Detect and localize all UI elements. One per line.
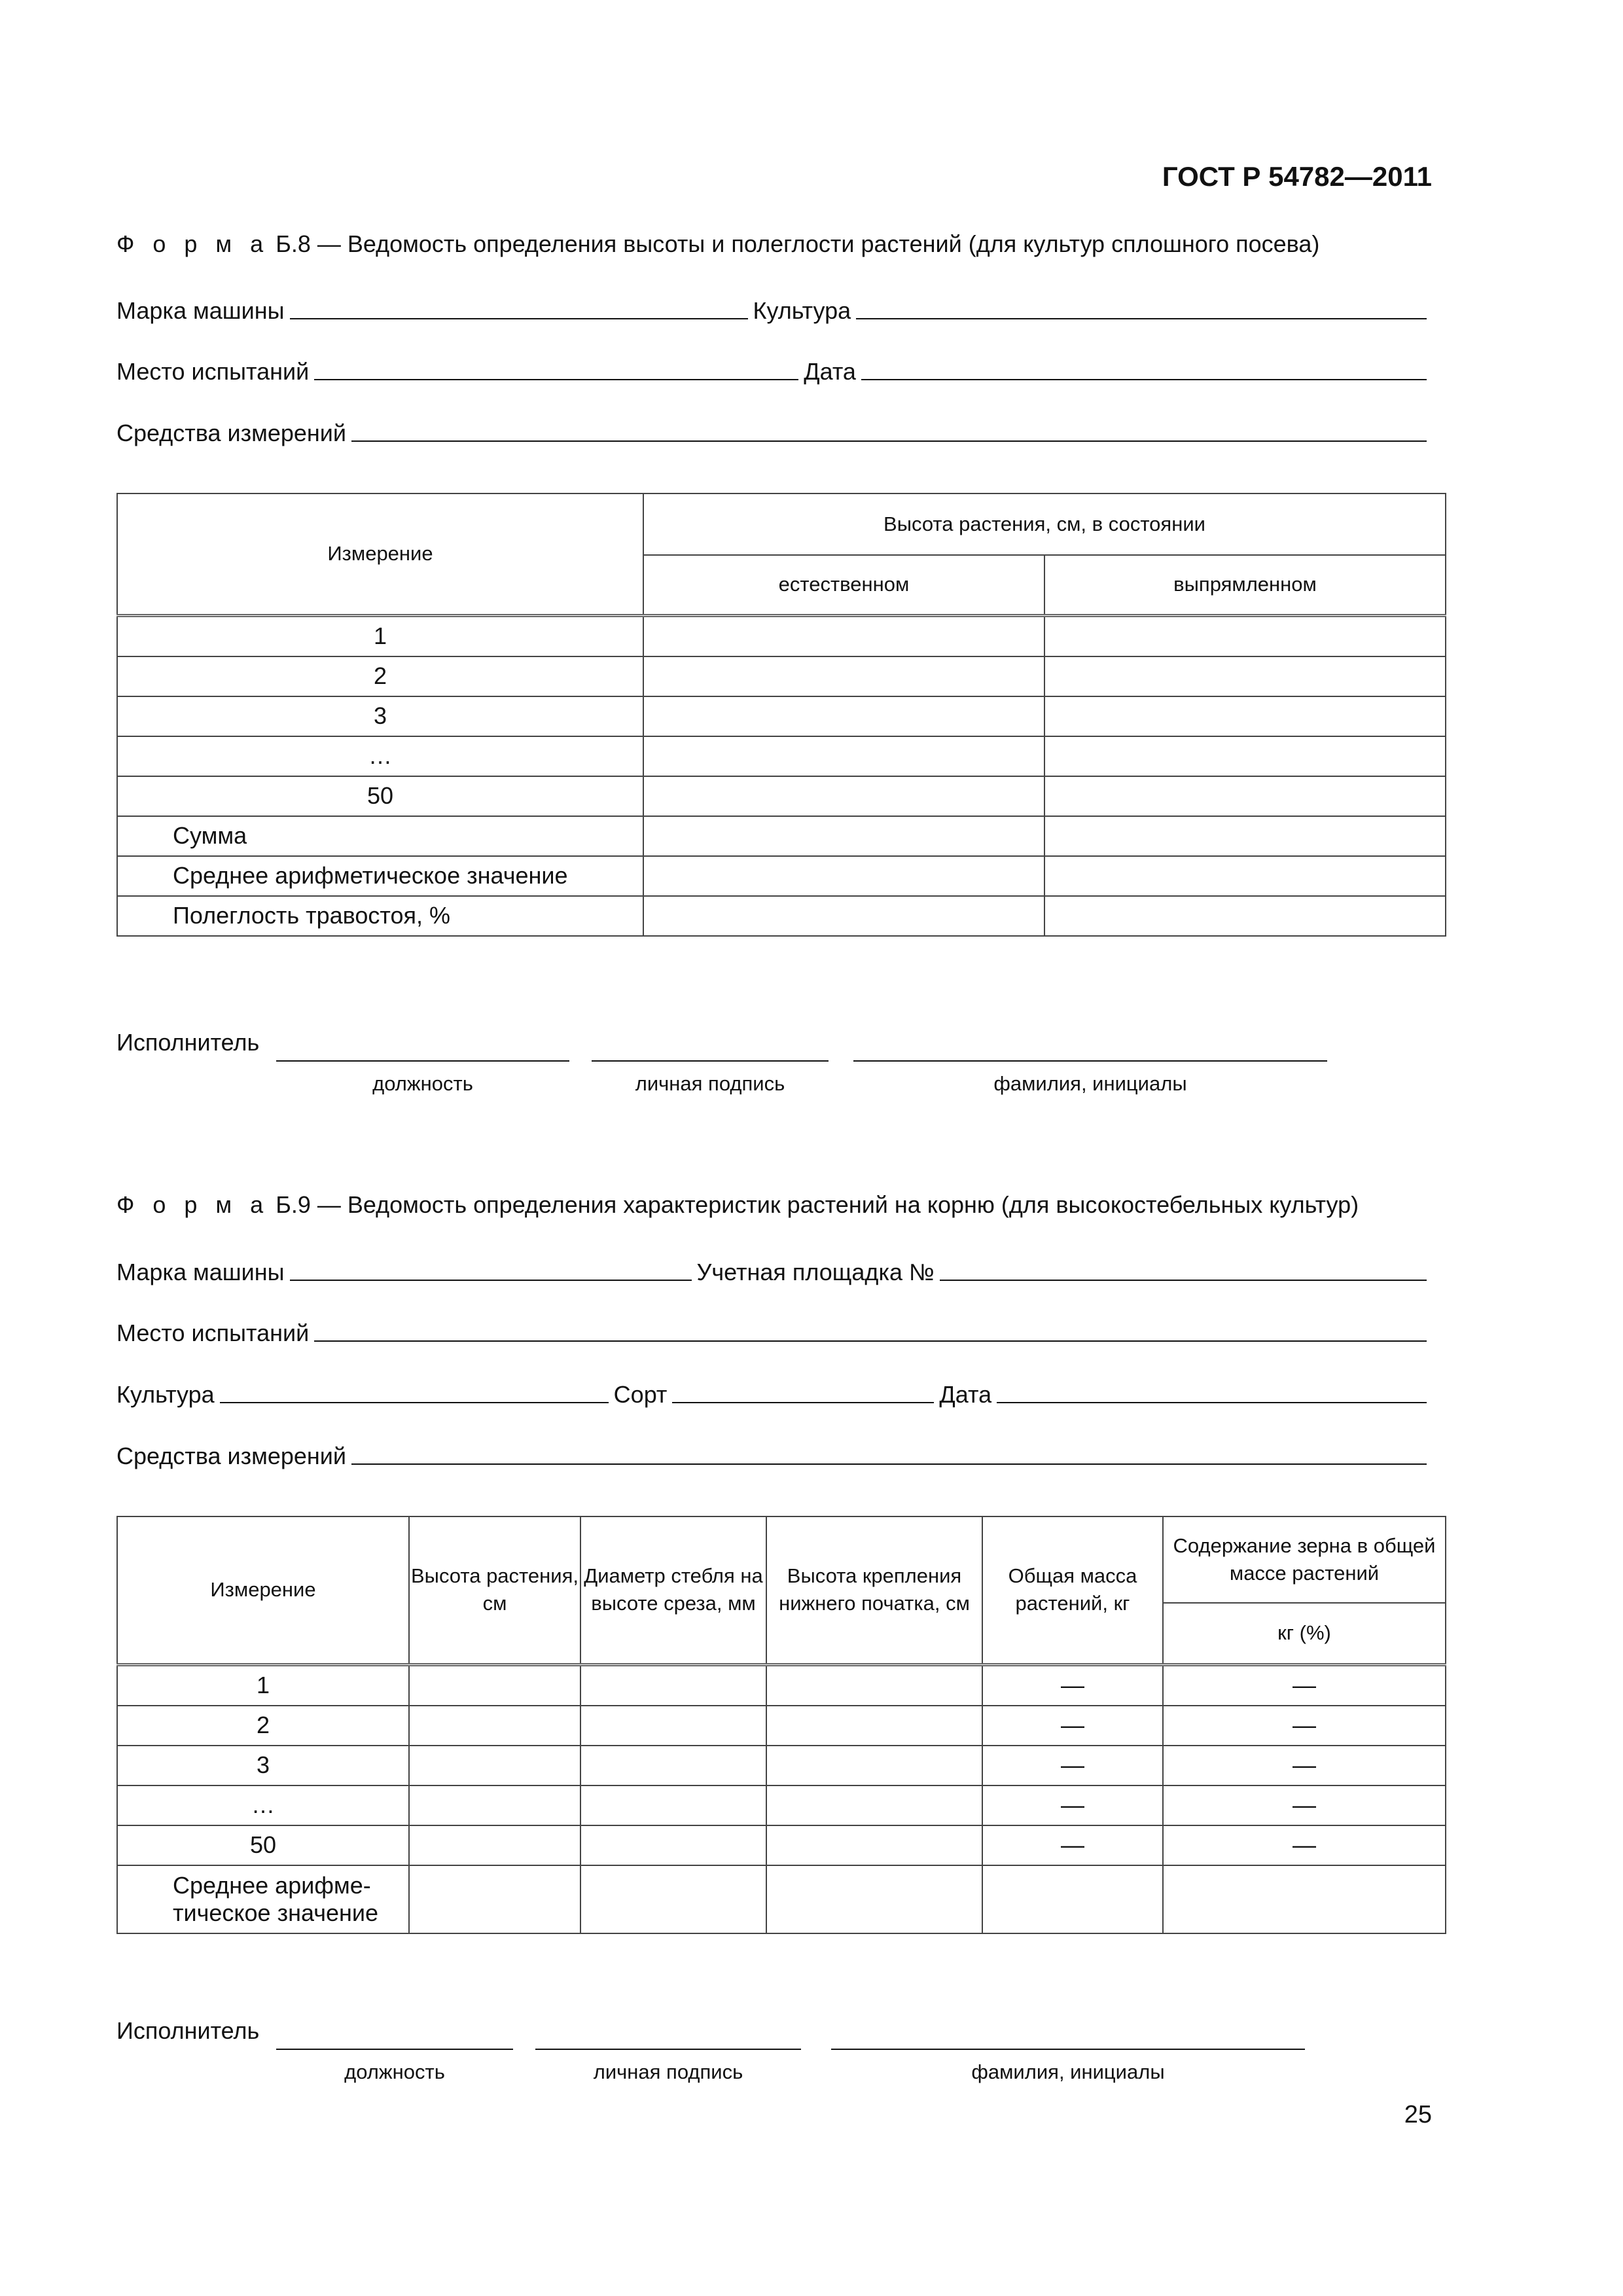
- crop-label: Культура: [753, 297, 851, 324]
- table-cell[interactable]: [1163, 1865, 1446, 1933]
- table-cell[interactable]: [766, 1664, 982, 1706]
- dash-cell: —: [982, 1746, 1163, 1785]
- form-b8-title: [116, 230, 1319, 258]
- table-row: [117, 696, 1446, 736]
- table-cell[interactable]: [1044, 656, 1446, 696]
- signature-caption: личная подпись: [593, 2060, 743, 2083]
- table-cell[interactable]: [766, 1785, 982, 1825]
- dash-cell: —: [982, 1825, 1163, 1865]
- form-b8-signature: [116, 1029, 1432, 1101]
- table-cell[interactable]: [1044, 896, 1446, 936]
- table-cell[interactable]: [409, 1825, 580, 1865]
- dash-cell: —: [1163, 1664, 1446, 1706]
- col-measure-header: Измерение: [117, 1516, 409, 1664]
- form-b8-title-text: Б.8 — Ведомость определения высоты и полеглости растений (для культур сплошного посева): [276, 230, 1320, 257]
- table-cell[interactable]: [409, 1664, 580, 1706]
- table-cell[interactable]: [409, 1785, 580, 1825]
- table-cell[interactable]: [982, 1865, 1163, 1933]
- table-cell[interactable]: [766, 1706, 982, 1746]
- form-b9-title: [116, 1191, 1359, 1219]
- col-height-group-header: Высота растения, см, в состоянии: [643, 493, 1446, 555]
- table-row: [117, 856, 1446, 896]
- table-row: [117, 1746, 1446, 1785]
- machine-label: Марка машины: [116, 297, 285, 324]
- table-cell[interactable]: [643, 615, 1044, 656]
- col-measure-header: Измерение: [117, 493, 643, 615]
- table-row: [117, 896, 1446, 936]
- table-row: [117, 1785, 1446, 1825]
- date-input-line[interactable]: [861, 379, 1427, 380]
- name-input-line[interactable]: [831, 2049, 1305, 2050]
- table-cell[interactable]: [766, 1746, 982, 1785]
- place-input-line[interactable]: [314, 379, 798, 380]
- instruments-label: Средства измерений: [116, 1443, 347, 1469]
- variety-input-line[interactable]: [672, 1402, 934, 1403]
- form-b9-title-text: Б.9 — Ведомость определения характеристик растений на корню (для высокостебельных культур): [276, 1191, 1359, 1218]
- col-diameter-header: Диаметр стебля на высоте среза, мм: [580, 1516, 766, 1664]
- place-input-line[interactable]: [314, 1340, 1427, 1342]
- place-label: Место испытаний: [116, 1319, 310, 1346]
- dash-cell: —: [1163, 1706, 1446, 1746]
- form-b8-row-instruments: [116, 413, 1432, 447]
- form-b8-table: [116, 493, 1446, 937]
- form-b8-row-place-date: [116, 351, 1432, 386]
- dash-cell: —: [1163, 1746, 1446, 1785]
- row-label: 2: [117, 1706, 409, 1746]
- table-cell[interactable]: [643, 856, 1044, 896]
- date-input-line[interactable]: [997, 1402, 1427, 1403]
- table-row: [117, 816, 1446, 856]
- table-cell[interactable]: [1044, 776, 1446, 816]
- table-cell[interactable]: [409, 1746, 580, 1785]
- table-cell[interactable]: [1044, 615, 1446, 656]
- dash-cell: —: [982, 1664, 1163, 1706]
- row-label: 50: [117, 776, 643, 816]
- col-straight-header: выпрямленном: [1044, 555, 1446, 615]
- plot-input-line[interactable]: [940, 1280, 1427, 1281]
- col-grain-unit-header: кг (%): [1163, 1603, 1446, 1664]
- signature-caption: личная подпись: [635, 1072, 785, 1095]
- form-b9-row-machine-plot: [116, 1252, 1432, 1286]
- form-b8-prefix: Ф о р м а: [116, 230, 270, 257]
- table-cell[interactable]: [766, 1865, 982, 1933]
- document-code: ГОСТ Р 54782—2011: [1162, 161, 1432, 192]
- table-cell[interactable]: [643, 896, 1044, 936]
- variety-label: Сорт: [613, 1381, 668, 1408]
- table-cell[interactable]: [643, 816, 1044, 856]
- signature-input-line[interactable]: [592, 1060, 829, 1062]
- position-input-line[interactable]: [276, 2049, 513, 2050]
- position-caption: должность: [372, 1072, 473, 1095]
- table-row: [117, 736, 1446, 776]
- table-cell[interactable]: [409, 1706, 580, 1746]
- signature-input-line[interactable]: [535, 2049, 801, 2050]
- machine-label: Марка машины: [116, 1259, 285, 1285]
- crop-label: Культура: [116, 1381, 215, 1408]
- executor-label: Исполнитель: [116, 2017, 260, 2044]
- col-height-header: Высота растения, см: [409, 1516, 580, 1664]
- col-grain-header: Содержание зерна в общей массе растений: [1163, 1516, 1446, 1603]
- table-cell[interactable]: [580, 1706, 766, 1746]
- row-label-lodging: Полеглость травостоя, %: [117, 896, 643, 936]
- table-cell[interactable]: [643, 736, 1044, 776]
- crop-input-line[interactable]: [220, 1402, 609, 1403]
- plot-label: Учетная площадка №: [696, 1259, 935, 1285]
- table-row: [117, 776, 1446, 816]
- form-b9-prefix: Ф о р м а: [116, 1191, 270, 1218]
- table-cell[interactable]: [580, 1785, 766, 1825]
- col-mass-header: Общая масса растений, кг: [982, 1516, 1163, 1664]
- table-cell[interactable]: [1044, 696, 1446, 736]
- table-cell[interactable]: [580, 1746, 766, 1785]
- row-label: 1: [117, 1664, 409, 1706]
- table-row: [117, 1664, 1446, 1706]
- machine-input-line[interactable]: [290, 318, 748, 319]
- table-cell[interactable]: [1044, 816, 1446, 856]
- machine-input-line[interactable]: [290, 1280, 692, 1281]
- table-row: [117, 1706, 1446, 1746]
- instruments-input-line[interactable]: [351, 440, 1427, 442]
- page-number: 25: [1404, 2101, 1432, 2128]
- date-label: Дата: [939, 1381, 992, 1408]
- form-b9-row-crop-variety-date: [116, 1374, 1432, 1408]
- crop-input-line[interactable]: [856, 318, 1427, 319]
- position-input-line[interactable]: [276, 1060, 569, 1062]
- row-label-mean: Среднее арифметическое значение: [117, 856, 643, 896]
- table-cell[interactable]: [1044, 856, 1446, 896]
- row-label: 50: [117, 1825, 409, 1865]
- date-label: Дата: [804, 358, 856, 385]
- table-row: [117, 656, 1446, 696]
- row-label-mean: Среднее арифме-тическое значение: [117, 1865, 409, 1933]
- executor-label: Исполнитель: [116, 1029, 260, 1056]
- form-b9-row-instruments: [116, 1436, 1432, 1470]
- row-label: 1: [117, 615, 643, 656]
- form-b9-row-place: [116, 1313, 1432, 1347]
- dash-cell: —: [1163, 1785, 1446, 1825]
- name-caption: фамилия, инициалы: [993, 1072, 1187, 1095]
- row-label: 2: [117, 656, 643, 696]
- row-label: 3: [117, 1746, 409, 1785]
- table-row: [117, 615, 1446, 656]
- row-label: …: [117, 1785, 409, 1825]
- row-label: 3: [117, 696, 643, 736]
- dash-cell: —: [982, 1785, 1163, 1825]
- table-row: [117, 1825, 1446, 1865]
- table-cell[interactable]: [643, 696, 1044, 736]
- form-b8-row-machine-crop: [116, 291, 1432, 325]
- row-label: …: [117, 736, 643, 776]
- table-cell[interactable]: [643, 776, 1044, 816]
- table-cell[interactable]: [580, 1825, 766, 1865]
- table-cell[interactable]: [643, 656, 1044, 696]
- name-input-line[interactable]: [853, 1060, 1327, 1062]
- form-b9-signature: [116, 2017, 1432, 2089]
- dash-cell: —: [1163, 1825, 1446, 1865]
- table-cell[interactable]: [766, 1825, 982, 1865]
- position-caption: должность: [344, 2060, 445, 2083]
- table-row: [117, 1865, 1446, 1933]
- form-b9-table: [116, 1516, 1446, 1934]
- table-cell[interactable]: [580, 1664, 766, 1706]
- table-cell[interactable]: [409, 1865, 580, 1933]
- row-label-sum: Сумма: [117, 816, 643, 856]
- col-natural-header: естественном: [643, 555, 1044, 615]
- instruments-input-line[interactable]: [351, 1463, 1427, 1465]
- dash-cell: —: [982, 1706, 1163, 1746]
- col-ear-height-header: Высота крепления нижнего початка, см: [766, 1516, 982, 1664]
- instruments-label: Средства измерений: [116, 420, 347, 446]
- table-cell[interactable]: [1044, 736, 1446, 776]
- table-cell[interactable]: [580, 1865, 766, 1933]
- place-label: Место испытаний: [116, 358, 310, 385]
- name-caption: фамилия, инициалы: [971, 2060, 1165, 2083]
